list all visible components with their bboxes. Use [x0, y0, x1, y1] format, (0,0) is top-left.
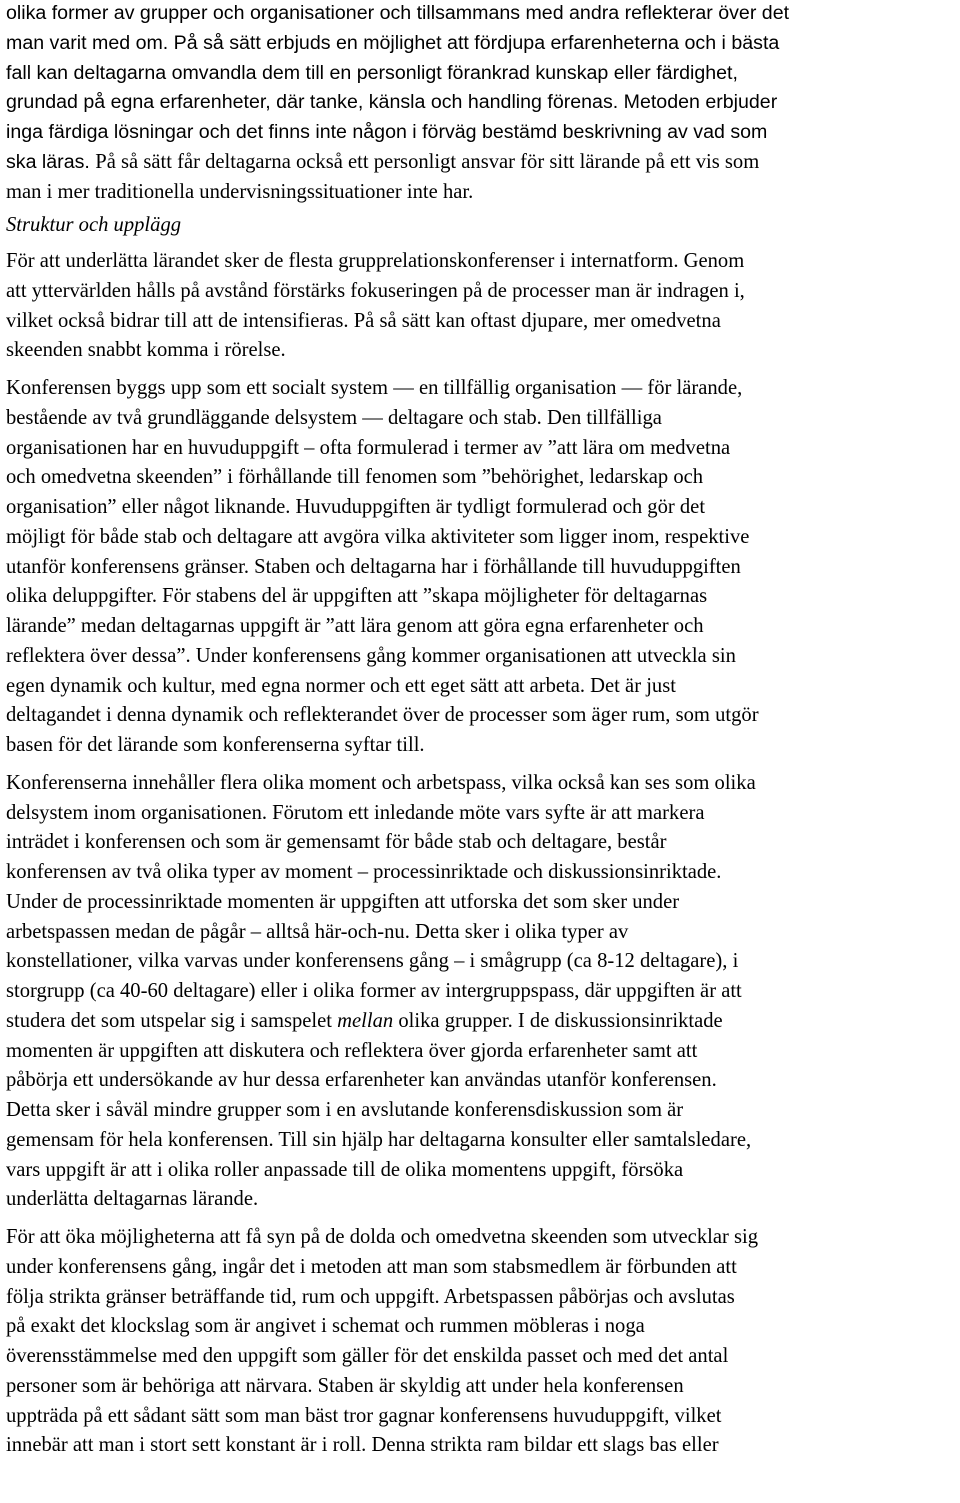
text-line: inträdet i konferensen och som är gemensamt för både stab och deltagare, består: [6, 831, 667, 854]
text-line: man varit med om. På så sätt erbjuds en möjlighet att fördjupa erfarenheterna och i bästa: [6, 31, 780, 54]
paragraph-3: [6, 374, 960, 761]
text-run: På så sätt får deltagarna också ett personligt ansvar för sitt lärande på ett vis som: [95, 150, 760, 173]
paragraph-4: [6, 769, 960, 1215]
text-line: bestående av två grundläggande delsystem — deltagare och stab. Den tillfälliga: [6, 406, 662, 429]
text-line: basen för det lärande som konferenserna syftar till.: [6, 734, 425, 756]
text-line: organisationen har en huvuduppgift – ofta formulerad i termer av ”att lära om medvetna: [6, 436, 731, 459]
text-line: följa strikta gränser beträffande tid, rum och uppgift. Arbetspassen påbörjas och avslutas: [6, 1285, 735, 1308]
text-line: Detta sker i såväl mindre grupper som i en avslutande konferensdiskussion som är: [6, 1099, 684, 1121]
paragraph-gap: [6, 1215, 960, 1223]
text-line: konferensen av två olika typer av moment – processinriktade och diskussionsinriktade.: [6, 861, 722, 883]
text-line: vars uppgift är att i olika roller anpassade till de olika momentens uppgift, försöka: [6, 1158, 684, 1181]
text-line: Konferenserna innehåller flera olika moment och arbetspass, vilka också kan ses som olika: [6, 771, 756, 794]
text-line: olika deluppgifter. För stabens del är uppgiften att ”skapa möjligheter för deltagarnas: [6, 585, 708, 608]
text-line: inga färdiga lösningar och det finns inte någon i förväg bestämd beskrivning av vad som: [6, 121, 768, 143]
text-line: personer som är behöriga att närvara. Staben är skyldig att under hela konferensen: [6, 1374, 684, 1397]
text-line: och omedvetna skeenden” i förhållande till fenomen som ”behörighet, ledarskap och: [6, 466, 704, 489]
text-line: överensstämmelse med den uppgift som gäller för det enskilda passet och med det antal: [6, 1345, 729, 1367]
paragraph-2: [6, 247, 960, 366]
text-line: [6, 1007, 960, 1037]
text-line: man i mer traditionella undervisningssituationer inte har.: [6, 180, 474, 203]
text-line: uppträda på ett sådant sätt som man bäst tror gagnar konferensens huvuduppgift, vilket: [6, 1404, 722, 1427]
text-run: studera det som utspelar sig i samspelet: [6, 1009, 338, 1032]
text-line: på exakt det klockslag som är angivet i schemat och rummen möbleras i noga: [6, 1315, 645, 1338]
text-line: egen dynamik och kultur, med egna normer och ett eget sätt att arbeta. Det är just: [6, 674, 676, 697]
paragraph-1: [6, 0, 960, 207]
text-line: möjligt för både stab och deltagare att avgöra vilka aktiviteter som ligger inom, respektive: [6, 525, 750, 548]
text-run: ska läras.: [6, 150, 96, 173]
text-line: fall kan deltagarna omvandla dem till en personligt förankrad kunskap eller färdighet,: [6, 61, 738, 84]
text-line: utanför konferensens gränser. Staben och deltagarna har i förhållande till huvuduppgiften: [6, 555, 741, 578]
text-line: olika former av grupper och organisationer och tillsammans med andra reflekterar över det: [6, 2, 790, 24]
paragraph-5: [6, 1223, 960, 1461]
paragraph-gap: [6, 761, 960, 769]
text-line: delsystem inom organisationen. Förutom ett inledande möte vars syfte är att markera: [6, 801, 705, 824]
text-line: För att öka möjligheterna att få syn på de dolda och omedvetna skeenden som utvecklar sig: [6, 1226, 759, 1248]
paragraph-gap: [6, 366, 960, 374]
text-line: lärande” medan deltagarnas uppgift är ”att lära genom att göra egna erfarenheter och: [6, 615, 704, 637]
text-line: momenten är uppgiften att diskutera och reflektera över gjorda erfarenheter samt att: [6, 1039, 698, 1062]
text-line: innebär att man i stort sett konstant är i roll. Denna strikta ram bildar ett slags bas eller: [6, 1434, 719, 1457]
text-line: reflektera över dessa”. Under konferensens gång kommer organisationen att utveckla sin: [6, 644, 736, 667]
text-line: arbetspassen medan de pågår – alltså här-och-nu. Detta sker i olika typer av: [6, 920, 629, 943]
text-line: att yttervärlden hålls på avstånd förstärks fokuseringen på de processer man är indragen i,: [6, 279, 745, 302]
text-line: För att underlätta lärandet sker de flesta grupprelationskonferenser i internatform. Genom: [6, 250, 745, 272]
text-line: storgrupp (ca 40-60 deltagare) eller i olika former av intergruppspass, där uppgiften är att: [6, 980, 742, 1002]
section-heading: Struktur och upplägg: [6, 214, 182, 237]
text-line: organisation” eller något liknande. Huvuduppgiften är tydligt formulerad och gör det: [6, 496, 706, 518]
text-line: påbörja ett undersökande av hur dessa erfarenheter kan användas utanför konferensen.: [6, 1069, 717, 1092]
text-line: konstellationer, vilka varvas under konferensens gång – i smågrupp (ca 8-12 deltagare), i: [6, 950, 739, 973]
text-line: Konferensen byggs upp som ett socialt system — en tillfällig organisation — för lärande,: [6, 377, 743, 399]
text-line: under konferensens gång, ingår det i metoden att man som stabsmedlem är förbunden att: [6, 1255, 737, 1278]
text-line: grundad på egna erfarenheter, där tanke, känsla och handling förenas. Metoden erbjuder: [6, 91, 778, 114]
text-line: [6, 148, 960, 178]
text-line: gemensam för hela konferensen. Till sin hjälp har deltagarna konsulter eller samtalsledare,: [6, 1128, 752, 1151]
text-line: Under de processinriktade momenten är uppgiften att utforska det som sker under: [6, 890, 680, 913]
text-run: olika grupper. I de diskussionsinriktade: [393, 1009, 723, 1032]
emphasized-word: mellan: [337, 1009, 394, 1032]
text-line: deltagandet i denna dynamik och reflekterandet över de processer som äger rum, som utgör: [6, 704, 759, 727]
text-line: underlätta deltagarnas lärande.: [6, 1188, 259, 1211]
text-line: vilket också bidrar till att de intensifieras. På så sätt kan oftast djupare, mer omedvetna: [6, 309, 721, 332]
document-page: [6, 0, 960, 1461]
text-line: skeenden snabbt komma i rörelse.: [6, 339, 286, 362]
